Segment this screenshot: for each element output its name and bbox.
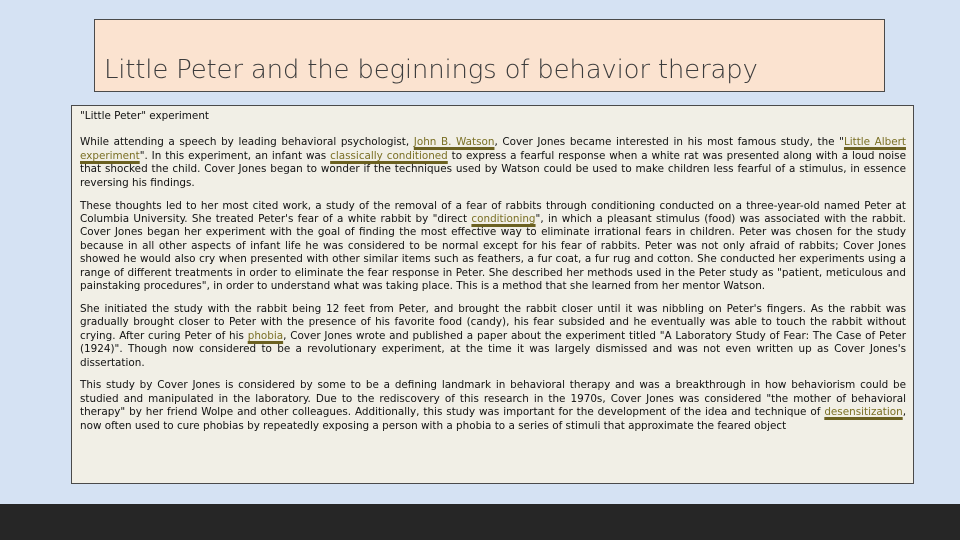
- link-phobia[interactable]: phobia: [247, 329, 284, 342]
- p3-text-2: , Cover Jones wrote and published a paper about the experiment titled "A Laboratory Study of Fear: The Case of Peter (1924)". Though now considered to be a revolutionary experiment, at the time it was largely dismissed and was not even written up as Cover Jones's dissertation.: [80, 329, 906, 369]
- paragraph-2: [80, 200, 906, 294]
- p3-text-1: She initiated the study with the rabbit being 12 feet from Peter, and brought the rabbit closer until it was nibbling on Peter's fingers. As the rabbit was gradually brought closer to Peter with the presence of his favorite food (candy), his fear subsided and he eventually was able to touch the rabbit without crying. After curing Peter of his: [80, 302, 906, 342]
- p2-text-1: These thoughts led to her most cited work, a study of the removal of a fear of rabbits through conditioning conducted on a three-year-old named Peter at Columbia University. She treated Peter's fear of a white rabbit by "direct: [80, 199, 906, 225]
- bottom-bar: [0, 504, 960, 540]
- p1-text-3: ". In this experiment, an infant was: [139, 149, 331, 162]
- paragraph-1: [80, 136, 906, 190]
- p1-text-1: While attending a speech by leading behavioral psychologist,: [80, 136, 414, 149]
- link-conditioning[interactable]: conditioning: [471, 212, 536, 225]
- paragraph-4: [80, 379, 906, 433]
- paragraph-3: [80, 303, 906, 370]
- title-box: [94, 19, 885, 92]
- p4-text-1: This study by Cover Jones is considered by some to be a defining landmark in behavioral therapy and was a breakthrough in how behaviorism could be studied and manipulated in the laboratory. Due to the rediscovery of this research in the 1970s, Cover Jones was considered "the mother of behavioral therapy" by her friend Wolpe and other colleagues. Additionally, this study was important for the development of the idea and technique of: [80, 379, 906, 419]
- content-box: [71, 105, 914, 484]
- section-heading: "Little Peter" experiment: [80, 110, 209, 122]
- p1-text-4: to express a fearful response when a white rat was presented along with a loud noise that shocked the child. Cover Jones began to wonder if the techniques used by Watson could be used to make children less fearful of a stimulus, in essence reversing his findings.: [80, 149, 906, 189]
- p2-text-2: ", in which a pleasant stimulus (food) was associated with the rabbit. Cover Jones began her experiment with the goal of finding the most effective way to eliminate irrational fears in children. Peter was chosen for the study because in all other aspects of infant life he was considered to be normal except for his fear of rabbits. Peter was not only afraid of rabbits; Cover Jones showed he would also cry when presented with other similar items such as feathers, a fur coat, a fur rug and cotton. She conducted her experiments using a range of different treatments in order to eliminate the fear response in Peter. She described her methods used in the Peter study as "patient, meticulous and painstaking procedures", in order to understand what was taking place. This is a method that she learned from her mentor Watson.: [80, 212, 906, 292]
- link-classically-conditioned[interactable]: classically conditioned: [330, 149, 448, 162]
- slide-title: Little Peter and the beginnings of behavior therapy: [104, 55, 758, 85]
- link-little-albert-experiment[interactable]: Little Albert experiment: [80, 136, 906, 162]
- p4-text-2: , now often used to cure phobias by repeatedly exposing a person with a phobia to a series of stimuli that approximate the feared object: [80, 406, 906, 432]
- link-desensitization[interactable]: desensitization: [824, 406, 903, 419]
- link-john-b-watson[interactable]: John B. Watson: [413, 136, 495, 149]
- p1-text-2: , Cover Jones became interested in his most famous study, the ": [494, 136, 844, 149]
